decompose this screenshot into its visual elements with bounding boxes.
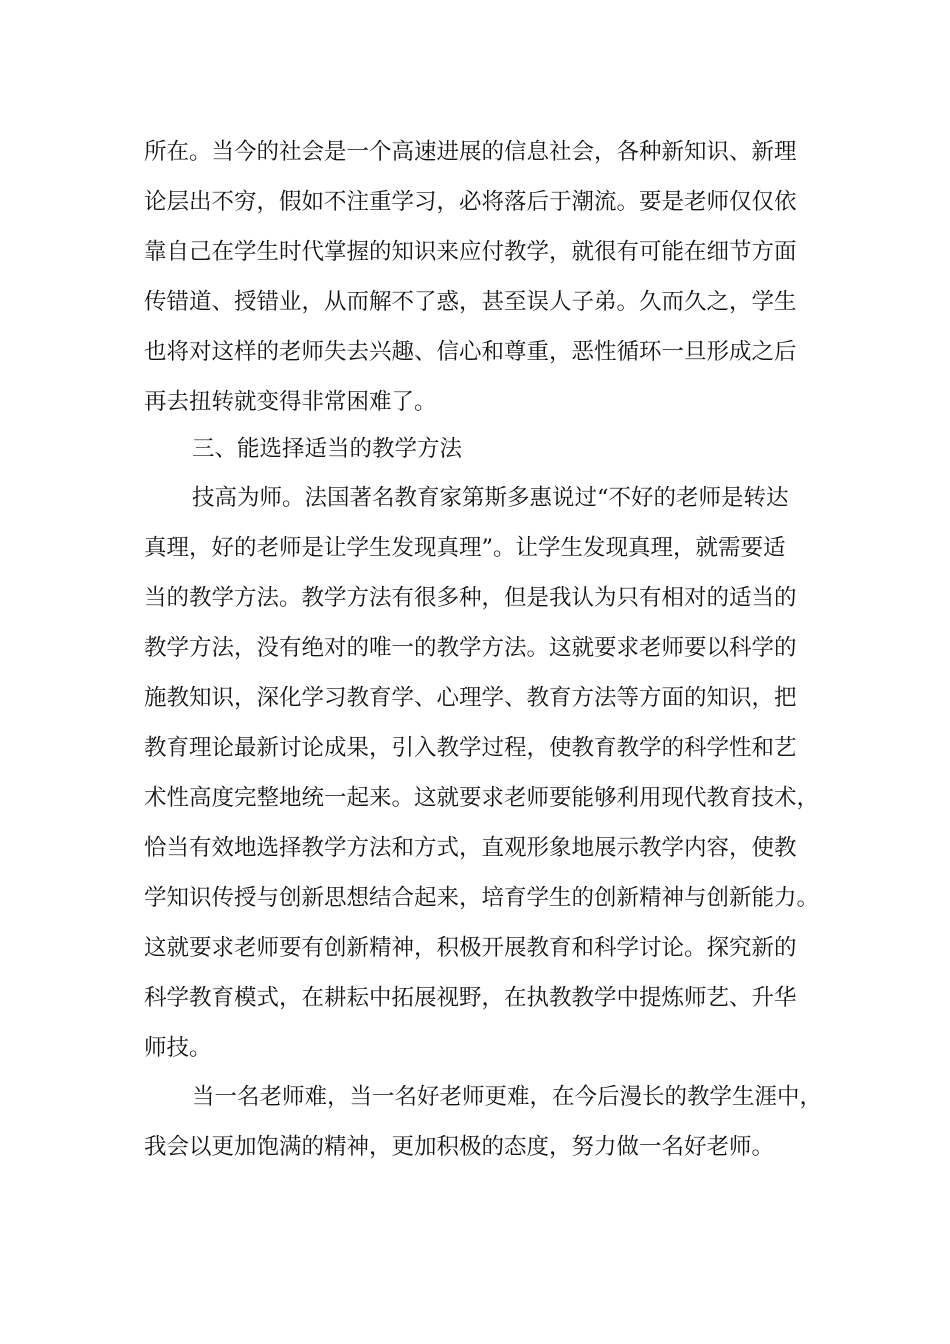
paragraph-line: 这就要求老师要有创新精神，积极开展教育和科学讨论。探究新的: [144, 935, 797, 961]
paragraph-line: 术性高度完整地统一起来。这就要求老师要能够利用现代教育技术，: [144, 785, 820, 811]
paragraph-line: 科学教育模式，在耕耘中拓展视野，在执教教学中提炼师艺、升华: [144, 985, 797, 1011]
paragraph-line: 靠自己在学生时代掌握的知识来应付教学，就很有可能在细节方面: [144, 239, 797, 265]
paragraph-line: 当的教学方法。教学方法有很多种，但是我认为只有相对的适当的: [144, 585, 797, 611]
paragraph-line: 再去扭转就变得非常困难了。: [144, 389, 437, 415]
paragraph-line: 恰当有效地选择教学方法和方式，直观形象地展示教学内容，使教: [144, 835, 797, 861]
paragraph-line: 真理，好的老师是让学生发现真理”。让学生发现真理，就需要适: [144, 535, 786, 561]
paragraph-line: 学知识传授与创新思想结合起来，培育学生的创新精神与创新能力。: [144, 885, 820, 911]
paragraph-line: 教学方法，没有绝对的唯一的教学方法。这就要求老师要以科学的: [144, 635, 797, 661]
paragraph-line: 我会以更加饱满的精神，更加积极的态度，努力做一名好老师。: [144, 1134, 775, 1160]
paragraph-line: 所在。当今的社会是一个高速进展的信息社会，各种新知识、新理: [144, 139, 797, 165]
paragraph-line: 技高为师。法国著名教育家第斯多惠说过“不好的老师是转达: [192, 485, 789, 511]
paragraph-line: 教育理论最新讨论成果，引入教学过程，使教育教学的科学性和艺: [144, 735, 797, 761]
paragraph-line: 施教知识，深化学习教育学、心理学、教育方法等方面的知识，把: [144, 685, 797, 711]
paragraph-line: 论层出不穷，假如不注重学习，必将落后于潮流。要是老师仅仅依: [144, 189, 797, 215]
section-heading: 三、能选择适当的教学方法: [192, 436, 463, 462]
paragraph-line: 传错道、授错业，从而解不了惑，甚至误人子弟。久而久之，学生: [144, 289, 797, 315]
paragraph-line: 师技。: [144, 1035, 212, 1061]
paragraph-line: 也将对这样的老师失去兴趣、信心和尊重，恶性循环一旦形成之后: [144, 339, 797, 365]
paragraph-line: 当一名老师难，当一名好老师更难，在今后漫长的教学生涯中，: [192, 1084, 823, 1110]
